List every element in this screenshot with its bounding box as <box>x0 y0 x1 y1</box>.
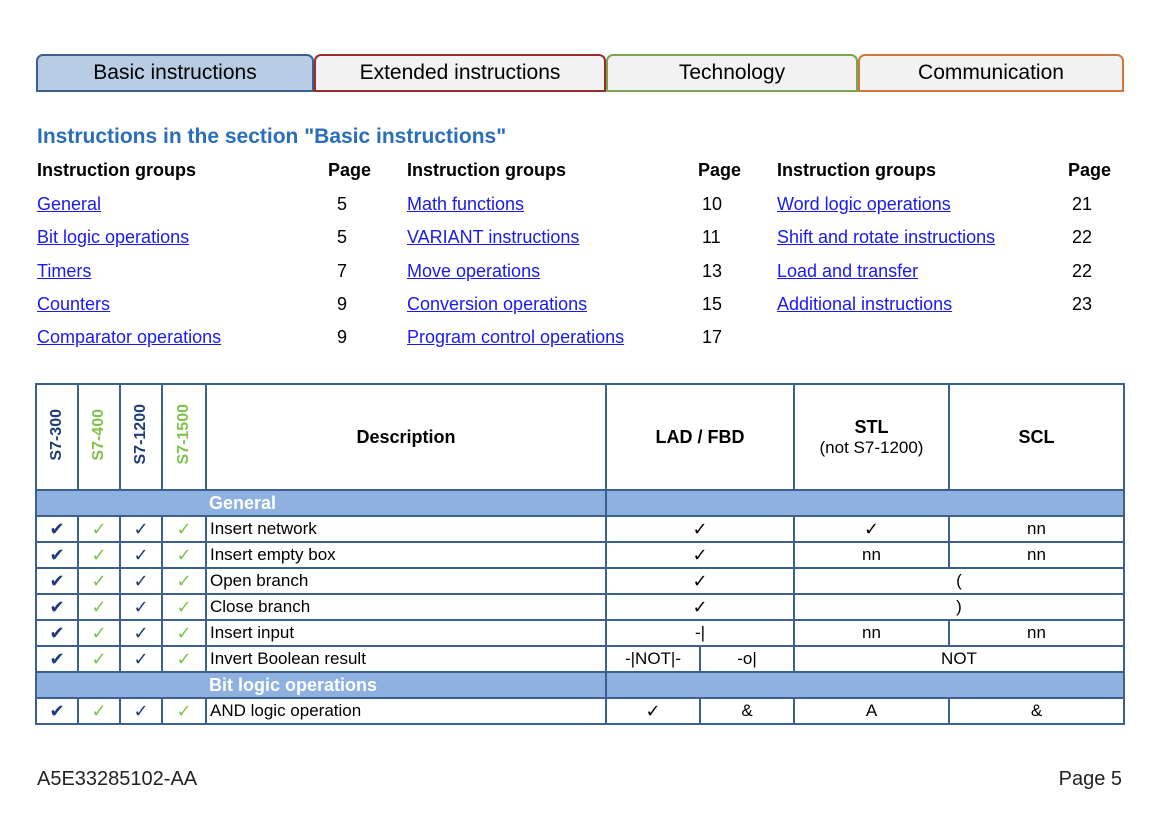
group-row <box>37 194 377 218</box>
row-lad: -| <box>606 620 794 646</box>
group-row <box>407 261 747 285</box>
check-s7-1200: ✓ <box>120 698 162 724</box>
check-s7-300: ✔ <box>36 646 78 672</box>
group-row <box>37 327 377 351</box>
tab-extended-instructions[interactable]: Extended instructions <box>314 54 606 92</box>
description-header: Description <box>206 384 606 490</box>
group-page: 5 <box>337 194 348 214</box>
table-row <box>36 620 1124 646</box>
table-row <box>36 568 1124 594</box>
row-lad: ✓ <box>606 542 794 568</box>
group-link-load-transfer[interactable]: Load and transfer <box>777 261 919 281</box>
row-stl-scl: ( <box>794 568 1124 594</box>
page-number: Page 5 <box>1058 768 1122 790</box>
groups-header: Instruction groups <box>407 160 566 180</box>
cpu-header-s7-1500 <box>162 384 206 490</box>
group-page: 15 <box>702 294 723 314</box>
row-fbd: -o| <box>700 646 794 672</box>
group-link-math[interactable]: Math functions <box>407 194 525 214</box>
group-page: 22 <box>1072 261 1093 281</box>
row-lad: ✓ <box>606 698 700 724</box>
groups-column-3 <box>777 160 1117 360</box>
cpu-label: S7-400 <box>90 408 107 461</box>
group-link-additional[interactable]: Additional instructions <box>777 294 953 314</box>
row-scl: nn <box>949 620 1124 646</box>
cpu-label: S7-1200 <box>132 404 149 465</box>
group-link-timers[interactable]: Timers <box>37 261 92 281</box>
section-title-bit-logic: Bit logic operations <box>206 672 606 698</box>
instruction-groups <box>37 160 1127 360</box>
groups-header: Instruction groups <box>37 160 196 180</box>
group-link-counters[interactable]: Counters <box>37 294 111 314</box>
row-scl: nn <box>949 542 1124 568</box>
row-stl: ✓ <box>794 516 949 542</box>
row-stl-scl: ) <box>794 594 1124 620</box>
row-lad: ✓ <box>606 568 794 594</box>
page-header: Page <box>698 160 742 180</box>
group-page: 9 <box>337 294 348 314</box>
check-s7-1500: ✓ <box>162 698 206 724</box>
table-row <box>36 516 1124 542</box>
cpu-label: S7-1500 <box>175 404 192 465</box>
groups-column-2 <box>407 160 747 360</box>
group-link-bit-logic[interactable]: Bit logic operations <box>37 227 190 247</box>
row-stl-scl: NOT <box>794 646 1124 672</box>
tab-communication[interactable]: Communication <box>858 54 1124 92</box>
check-s7-300: ✔ <box>36 568 78 594</box>
table-row <box>36 698 1124 724</box>
row-description: Insert network <box>206 516 606 542</box>
group-link-shift-rotate[interactable]: Shift and rotate instructions <box>777 227 996 247</box>
group-row <box>407 327 747 351</box>
check-s7-300: ✔ <box>36 698 78 724</box>
check-s7-1500: ✓ <box>162 620 206 646</box>
row-lad: -|NOT|- <box>606 646 700 672</box>
group-page: 10 <box>702 194 723 214</box>
group-row <box>777 227 1117 251</box>
group-link-comparator[interactable]: Comparator operations <box>37 327 222 347</box>
group-page: 11 <box>702 227 721 247</box>
group-link-word-logic[interactable]: Word logic operations <box>777 194 951 214</box>
check-s7-1200: ✓ <box>120 594 162 620</box>
check-s7-400: ✓ <box>78 646 120 672</box>
table-row <box>36 594 1124 620</box>
group-page: 21 <box>1072 194 1093 214</box>
group-row <box>407 294 747 318</box>
row-description: Insert empty box <box>206 542 606 568</box>
row-scl: nn <box>949 516 1124 542</box>
groups-column-1 <box>37 160 377 360</box>
row-stl: nn <box>794 620 949 646</box>
section-row-bit-logic <box>36 672 1124 698</box>
section-row-general <box>36 490 1124 516</box>
check-s7-1500: ✓ <box>162 594 206 620</box>
row-fbd: & <box>700 698 794 724</box>
check-s7-400: ✓ <box>78 568 120 594</box>
group-row <box>407 194 747 218</box>
document-id: A5E33285102-AA <box>37 768 198 790</box>
row-lad: ✓ <box>606 594 794 620</box>
group-row <box>407 227 747 251</box>
group-row <box>777 194 1117 218</box>
check-s7-400: ✓ <box>78 542 120 568</box>
cpu-header-s7-1200 <box>120 384 162 490</box>
row-description: Invert Boolean result <box>206 646 606 672</box>
table-row <box>36 542 1124 568</box>
section-spacer <box>36 490 206 516</box>
section-spacer <box>36 672 206 698</box>
check-s7-300: ✔ <box>36 516 78 542</box>
row-scl: & <box>949 698 1124 724</box>
group-link-move[interactable]: Move operations <box>407 261 541 281</box>
scl-header: SCL <box>949 384 1124 490</box>
section-title-general: General <box>206 490 606 516</box>
check-s7-1500: ✓ <box>162 646 206 672</box>
check-s7-1200: ✓ <box>120 542 162 568</box>
stl-header <box>794 384 949 490</box>
groups-header: Instruction groups <box>777 160 936 180</box>
section-title: Instructions in the section "Basic instructions" <box>37 125 507 148</box>
group-page: 17 <box>702 327 723 347</box>
check-s7-1200: ✓ <box>120 568 162 594</box>
section-fill <box>606 490 1124 516</box>
group-link-general[interactable]: General <box>37 194 102 214</box>
group-page: 13 <box>702 261 723 281</box>
table-row <box>36 646 1124 672</box>
group-page: 5 <box>337 227 348 247</box>
check-s7-1500: ✓ <box>162 542 206 568</box>
group-row <box>37 294 377 318</box>
group-page: 22 <box>1072 227 1093 247</box>
check-s7-1500: ✓ <box>162 516 206 542</box>
group-row <box>37 227 377 251</box>
check-s7-1200: ✓ <box>120 620 162 646</box>
group-row <box>37 261 377 285</box>
group-row <box>777 294 1117 318</box>
group-link-variant[interactable]: VARIANT instructions <box>407 227 580 247</box>
row-description: Insert input <box>206 620 606 646</box>
check-s7-1500: ✓ <box>162 568 206 594</box>
page-header: Page <box>1068 160 1112 180</box>
stl-label: STL <box>854 416 889 437</box>
page-header: Page <box>328 160 372 180</box>
tab-bar <box>36 54 1124 92</box>
cpu-header-s7-400 <box>78 384 120 490</box>
cpu-header-s7-300 <box>36 384 78 490</box>
row-lad: ✓ <box>606 516 794 542</box>
group-page: 7 <box>337 261 348 281</box>
check-s7-1200: ✓ <box>120 646 162 672</box>
check-s7-300: ✔ <box>36 620 78 646</box>
instructions-table <box>35 383 1125 725</box>
row-description: Open branch <box>206 568 606 594</box>
row-stl: A <box>794 698 949 724</box>
row-description: Close branch <box>206 594 606 620</box>
group-row <box>777 261 1117 285</box>
group-page: 9 <box>337 327 348 347</box>
table-header-row <box>36 384 1124 490</box>
check-s7-1200: ✓ <box>120 516 162 542</box>
group-link-conversion[interactable]: Conversion operations <box>407 294 588 314</box>
group-page: 23 <box>1072 294 1093 314</box>
check-s7-300: ✔ <box>36 594 78 620</box>
check-s7-400: ✓ <box>78 698 120 724</box>
check-s7-400: ✓ <box>78 594 120 620</box>
check-s7-400: ✓ <box>78 516 120 542</box>
lad-fbd-header: LAD / FBD <box>606 384 794 490</box>
tab-technology[interactable]: Technology <box>606 54 858 92</box>
section-fill <box>606 672 1124 698</box>
check-s7-400: ✓ <box>78 620 120 646</box>
tab-basic-instructions[interactable]: Basic instructions <box>36 54 314 92</box>
row-stl: nn <box>794 542 949 568</box>
cpu-label: S7-300 <box>48 408 65 461</box>
row-description: AND logic operation <box>206 698 606 724</box>
stl-sublabel: (not S7-1200) <box>819 437 924 457</box>
group-link-program-control[interactable]: Program control operations <box>407 327 625 347</box>
check-s7-300: ✔ <box>36 542 78 568</box>
